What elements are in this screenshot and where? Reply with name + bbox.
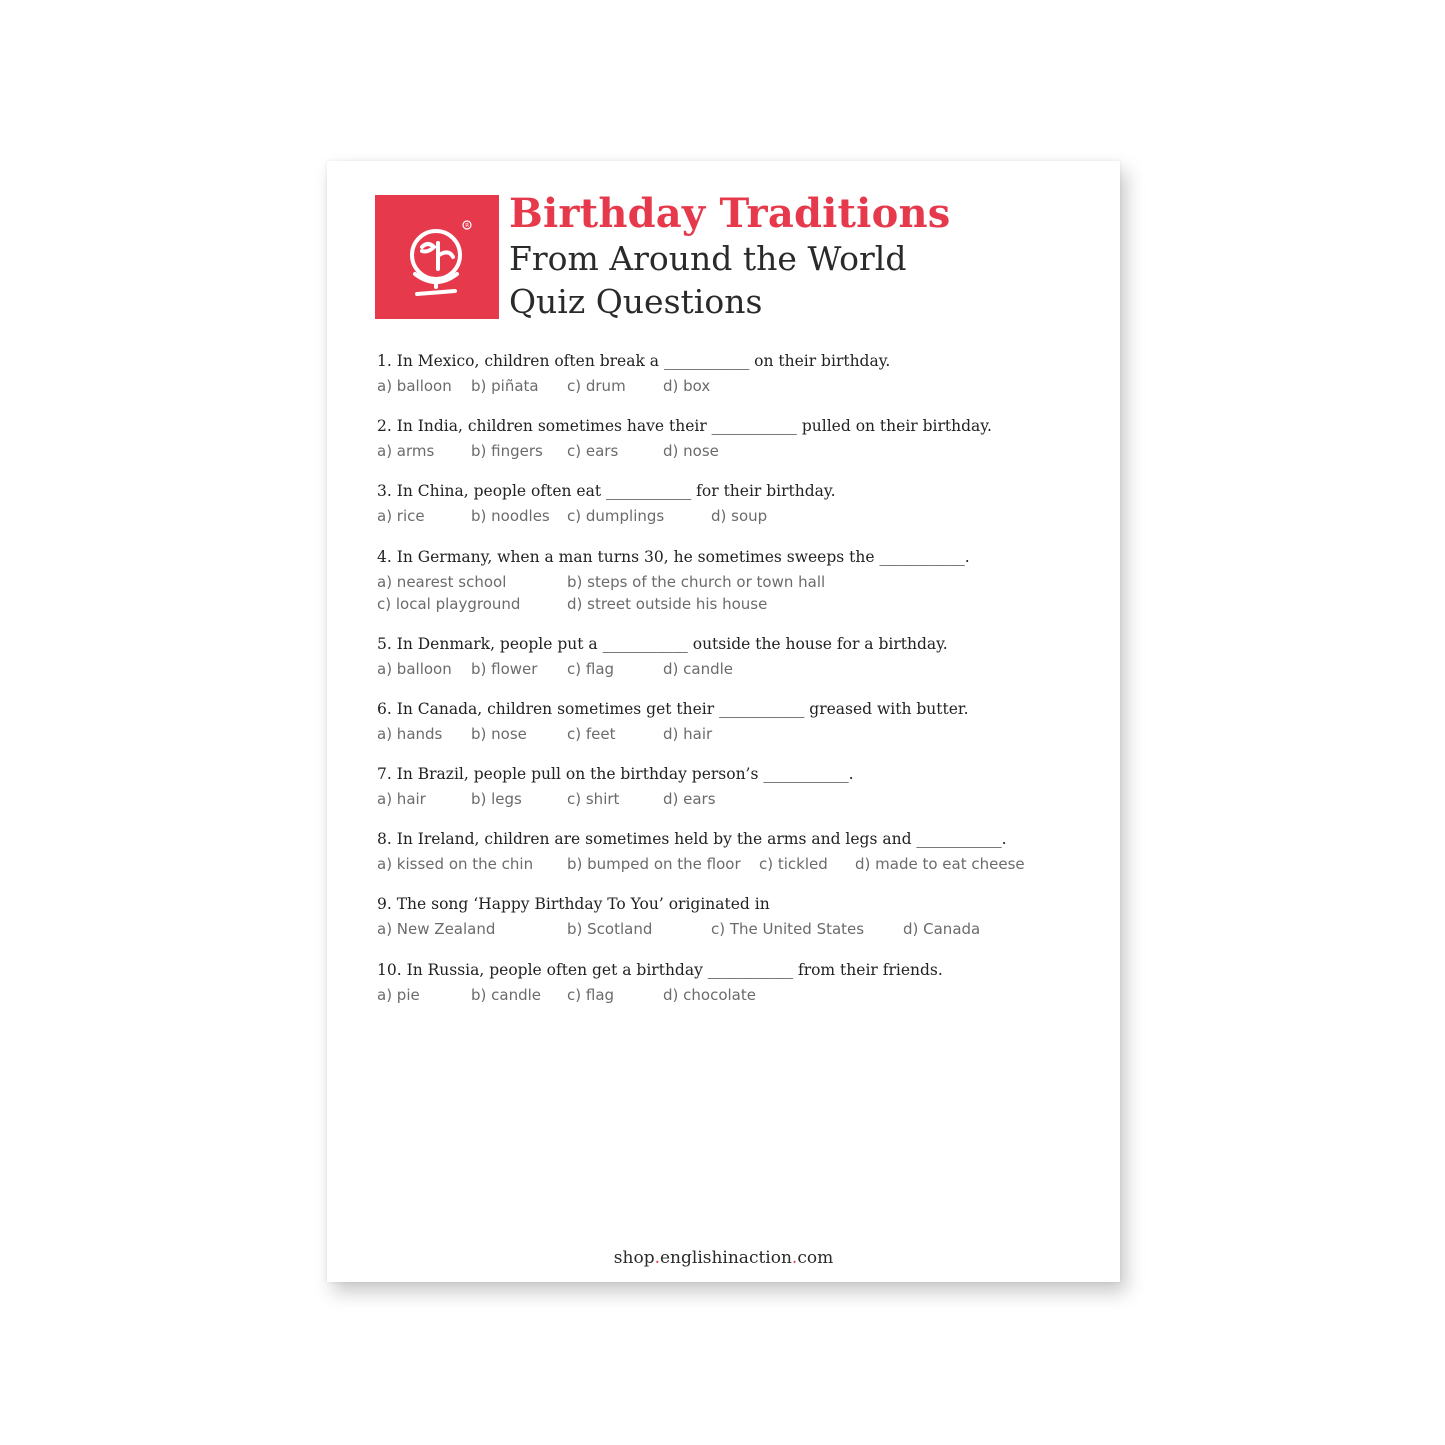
answer-option: d) box	[663, 377, 711, 395]
answer-option: c) tickled	[759, 855, 828, 874]
answer-option: a) hands	[377, 724, 443, 743]
answer-option: b) flower	[471, 659, 538, 678]
answer-option: b) noodles	[471, 507, 550, 526]
quiz-question	[377, 351, 1097, 416]
answer-option: b) candle	[471, 985, 542, 1004]
answer-options	[377, 594, 1097, 616]
question-text: 5. In Denmark, people put a ___________ outside the house for a birthday.	[377, 634, 948, 653]
answer-option: a) kissed on the chin	[377, 855, 534, 874]
answer-option: c) flag	[567, 659, 615, 678]
answer-option: c) local playground	[377, 594, 521, 613]
answer-option: c) flag	[567, 985, 615, 1004]
answer-option: a) hair	[377, 789, 426, 808]
answer-option: d) chocolate	[663, 985, 756, 1004]
answer-options	[377, 985, 1097, 1007]
answer-options	[377, 854, 1097, 876]
answer-option: b) piñata	[471, 377, 539, 395]
answer-option: b) bumped on the floor	[567, 855, 741, 874]
quiz-question	[377, 960, 1097, 1025]
answer-option: a) pie	[377, 985, 420, 1004]
footer-url-dot: .	[791, 1248, 798, 1268]
answer-option: d) hair	[663, 724, 713, 743]
answer-options	[377, 572, 1097, 594]
answer-options	[377, 919, 1097, 941]
quiz-question	[377, 416, 1097, 481]
answer-option: c) The United States	[711, 920, 865, 939]
answer-option: d) made to eat cheese	[855, 855, 1025, 874]
quiz-question	[377, 829, 1097, 894]
quiz-question	[377, 764, 1097, 829]
answer-option: c) drum	[567, 377, 626, 395]
answer-option: d) candle	[663, 659, 734, 678]
answer-options	[377, 441, 1097, 463]
answer-option: a) rice	[377, 507, 425, 526]
question-text: 1. In Mexico, children often break a ___________ on their birthday.	[377, 352, 891, 370]
answer-option: d) ears	[663, 789, 716, 808]
page-subtitle-quiz: Quiz Questions	[509, 282, 763, 321]
footer-url-part: shop	[613, 1248, 655, 1268]
answer-options	[377, 659, 1097, 681]
answer-option: b) legs	[471, 789, 522, 808]
answer-option: b) fingers	[471, 442, 543, 461]
answer-option: d) Canada	[903, 920, 981, 939]
answer-options	[377, 724, 1097, 746]
question-text: 4. In Germany, when a man turns 30, he sometimes sweeps the ___________.	[377, 547, 970, 566]
quiz-question-list	[377, 351, 1097, 1025]
svg-text:R: R	[465, 223, 470, 230]
answer-option: c) ears	[567, 442, 619, 461]
footer-url-dot: .	[654, 1248, 660, 1268]
answer-option: a) balloon	[377, 659, 452, 678]
question-text: 7. In Brazil, people pull on the birthday person’s ___________.	[377, 764, 854, 783]
answer-option: a) New Zealand	[377, 920, 496, 939]
answer-option: b) Scotland	[567, 920, 653, 939]
answer-option: d) street outside his house	[567, 594, 768, 613]
footer-url-part: com	[797, 1248, 834, 1268]
footer-url[interactable]	[327, 1247, 1120, 1269]
answer-options	[377, 789, 1097, 811]
answer-option: c) feet	[567, 724, 616, 743]
quiz-question	[377, 547, 1097, 634]
question-text: 2. In India, children sometimes have their ___________ pulled on their birthday.	[377, 417, 992, 436]
question-text: 3. In China, people often eat ___________ for their birthday.	[377, 482, 836, 501]
quiz-question	[377, 481, 1097, 546]
answer-option: b) nose	[471, 724, 527, 743]
answer-option: d) nose	[663, 442, 719, 461]
question-text: 10. In Russia, people often get a birthday ___________ from their friends.	[377, 960, 943, 979]
question-text: 9. The song ‘Happy Birthday To You’ originated in	[377, 895, 770, 914]
worksheet-page	[327, 161, 1120, 1282]
footer-url-part: englishinaction	[659, 1248, 792, 1268]
question-text: 8. In Ireland, children are sometimes held by the arms and legs and ___________.	[377, 830, 1007, 849]
page-title: Birthday Traditions	[509, 190, 951, 237]
answer-options	[377, 506, 1097, 528]
answer-option: c) dumplings	[567, 507, 665, 526]
quiz-question	[377, 634, 1097, 699]
answer-option: a) arms	[377, 442, 435, 461]
answer-option: a) balloon	[377, 377, 452, 395]
globe-logo-icon	[375, 195, 499, 319]
question-text: 6. In Canada, children sometimes get their ___________ greased with butter.	[377, 699, 969, 718]
answer-option: c) shirt	[567, 789, 620, 808]
quiz-question	[377, 699, 1097, 764]
quiz-question	[377, 894, 1097, 959]
answer-options	[377, 376, 1097, 398]
brand-logo	[375, 195, 499, 319]
answer-option: d) soup	[711, 507, 768, 526]
answer-option: b) steps of the church or town hall	[567, 572, 826, 591]
page-subtitle: From Around the World	[509, 239, 907, 278]
answer-option: a) nearest school	[377, 572, 507, 591]
